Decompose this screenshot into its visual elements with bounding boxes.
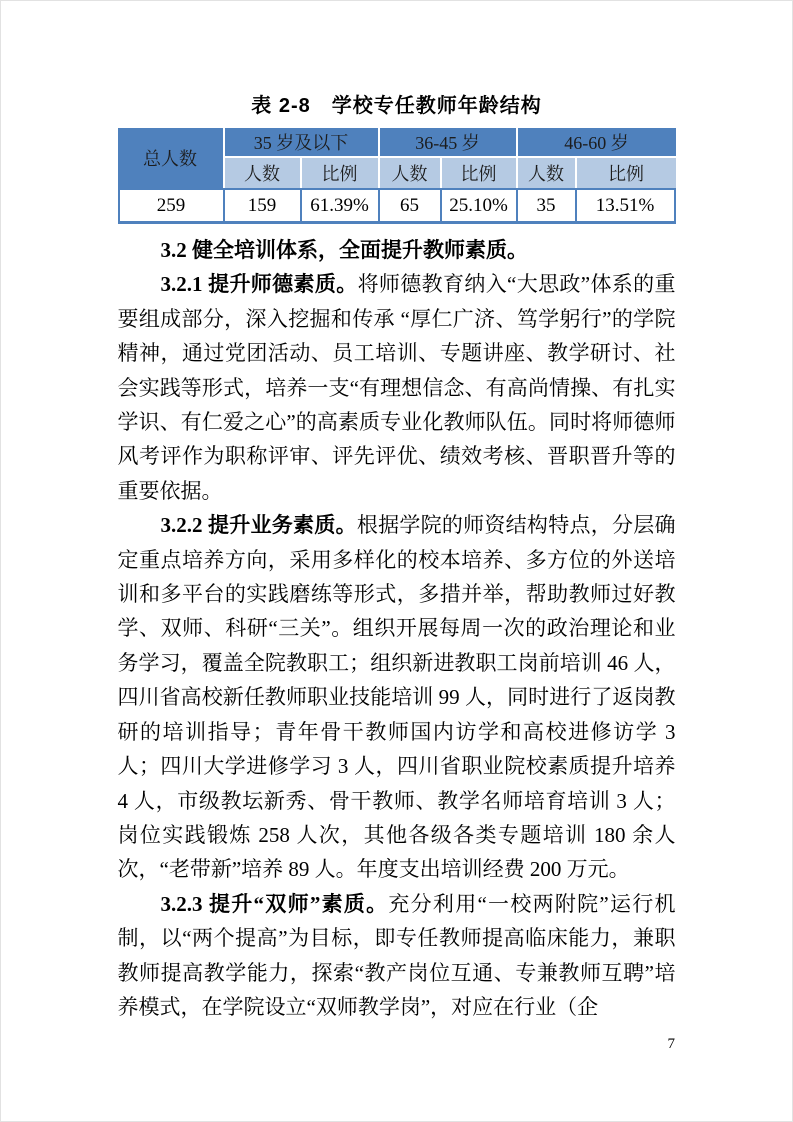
page-content [118, 89, 676, 1024]
page-number: 7 [667, 1036, 675, 1052]
table-data-row [118, 188, 676, 224]
cell-46-60-count: 35 [518, 188, 577, 224]
section-heading-3-2: 3.2 健全培训体系，全面提升教师素质。 [160, 238, 528, 262]
section-3-2-3 [118, 887, 676, 1025]
table-subheader-count: 人数 [225, 158, 302, 188]
table-subheader-ratio: 比例 [577, 158, 676, 188]
table-header-total: 总人数 [118, 128, 225, 188]
table-subheader-count: 人数 [380, 158, 442, 188]
age-structure-table [118, 128, 676, 224]
section-3-2-1 [118, 267, 676, 508]
section-3-2-2 [118, 508, 676, 886]
section-heading-3-2-2: 3.2.2 提升业务素质。 [160, 513, 357, 538]
cell-total-value: 259 [118, 188, 225, 224]
cell-under35-ratio: 61.39% [302, 188, 380, 224]
cell-36-45-ratio: 25.10% [442, 188, 518, 224]
section-3-2 [118, 233, 676, 267]
table-subheader-ratio: 比例 [442, 158, 518, 188]
cell-under35-count: 159 [225, 188, 302, 224]
table-title: 表 2-8 学校专任教师年龄结构 [251, 95, 542, 117]
body-text [118, 233, 676, 1024]
section-3-2-1-text: 将师德教育纳入“大思政”体系的重要组成部分，深入挖掘和传承 “厚仁广济、笃学躬行”的学院精神，通过党团活动、员工培训、专题讲座、教学研讨、社会实践等形式，培养一支“有理想信念、有高尚情操、有扎实学识、有仁爱之心”的高素质专业化教师队伍。同时将师德师风考评作为职称评审、评先评优、绩效考核、晋职晋升等的重要依据。 [117, 272, 676, 503]
table-header-row-groups [118, 128, 676, 158]
cell-46-60-ratio: 13.51% [577, 188, 676, 224]
section-3-2-3-text: 充分利用“一校两附院”运行机制，以“两个提高”为目标，即专任教师提高临床能力，兼职教师提高教学能力，探索“教产岗位互通、专兼教师互聘”培养模式，在学院设立“双师教学岗”，对应在行业（企 [117, 891, 676, 1019]
table-header-group-46-60: 46-60 岁 [518, 128, 676, 158]
table-subheader-count: 人数 [518, 158, 577, 188]
table-header-group-36-45: 36-45 岁 [380, 128, 518, 158]
cell-36-45-count: 65 [380, 188, 442, 224]
section-heading-3-2-3: 3.2.3 提升“双师”素质。 [160, 891, 389, 916]
table-subheader-ratio: 比例 [302, 158, 380, 188]
section-3-2-2-text: 根据学院的师资结构特点，分层确定重点培养方向，采用多样化的校本培养、多方位的外送培训和多平台的实践磨练等形式，多措并举，帮助教师过好教学、双师、科研“三关”。组织开展每周一次的政治理论和业务学习，覆盖全院教职工；组织新进教职工岗前培训 46 人，四川省高校新任教师职业技能培训 99 人，同时进行了返岗教研的培训指导；青年骨干教师国内访学和高校进修访学 3 人；四川大学进修学习 3 人，四川省职业院校素质提升培养 4 人，市级教坛新秀、骨干教师、教学名师培育培训 3 人；岗位实践锻炼 258 人次，其他各级各类专题培训 180 余人次，“老带新”培养 89 人。年度支出培训经费 200 万元。 [117, 513, 676, 882]
table-header-group-under35: 35 岁及以下 [225, 128, 380, 158]
section-heading-3-2-1: 3.2.1 提升师德素质。 [160, 272, 358, 297]
